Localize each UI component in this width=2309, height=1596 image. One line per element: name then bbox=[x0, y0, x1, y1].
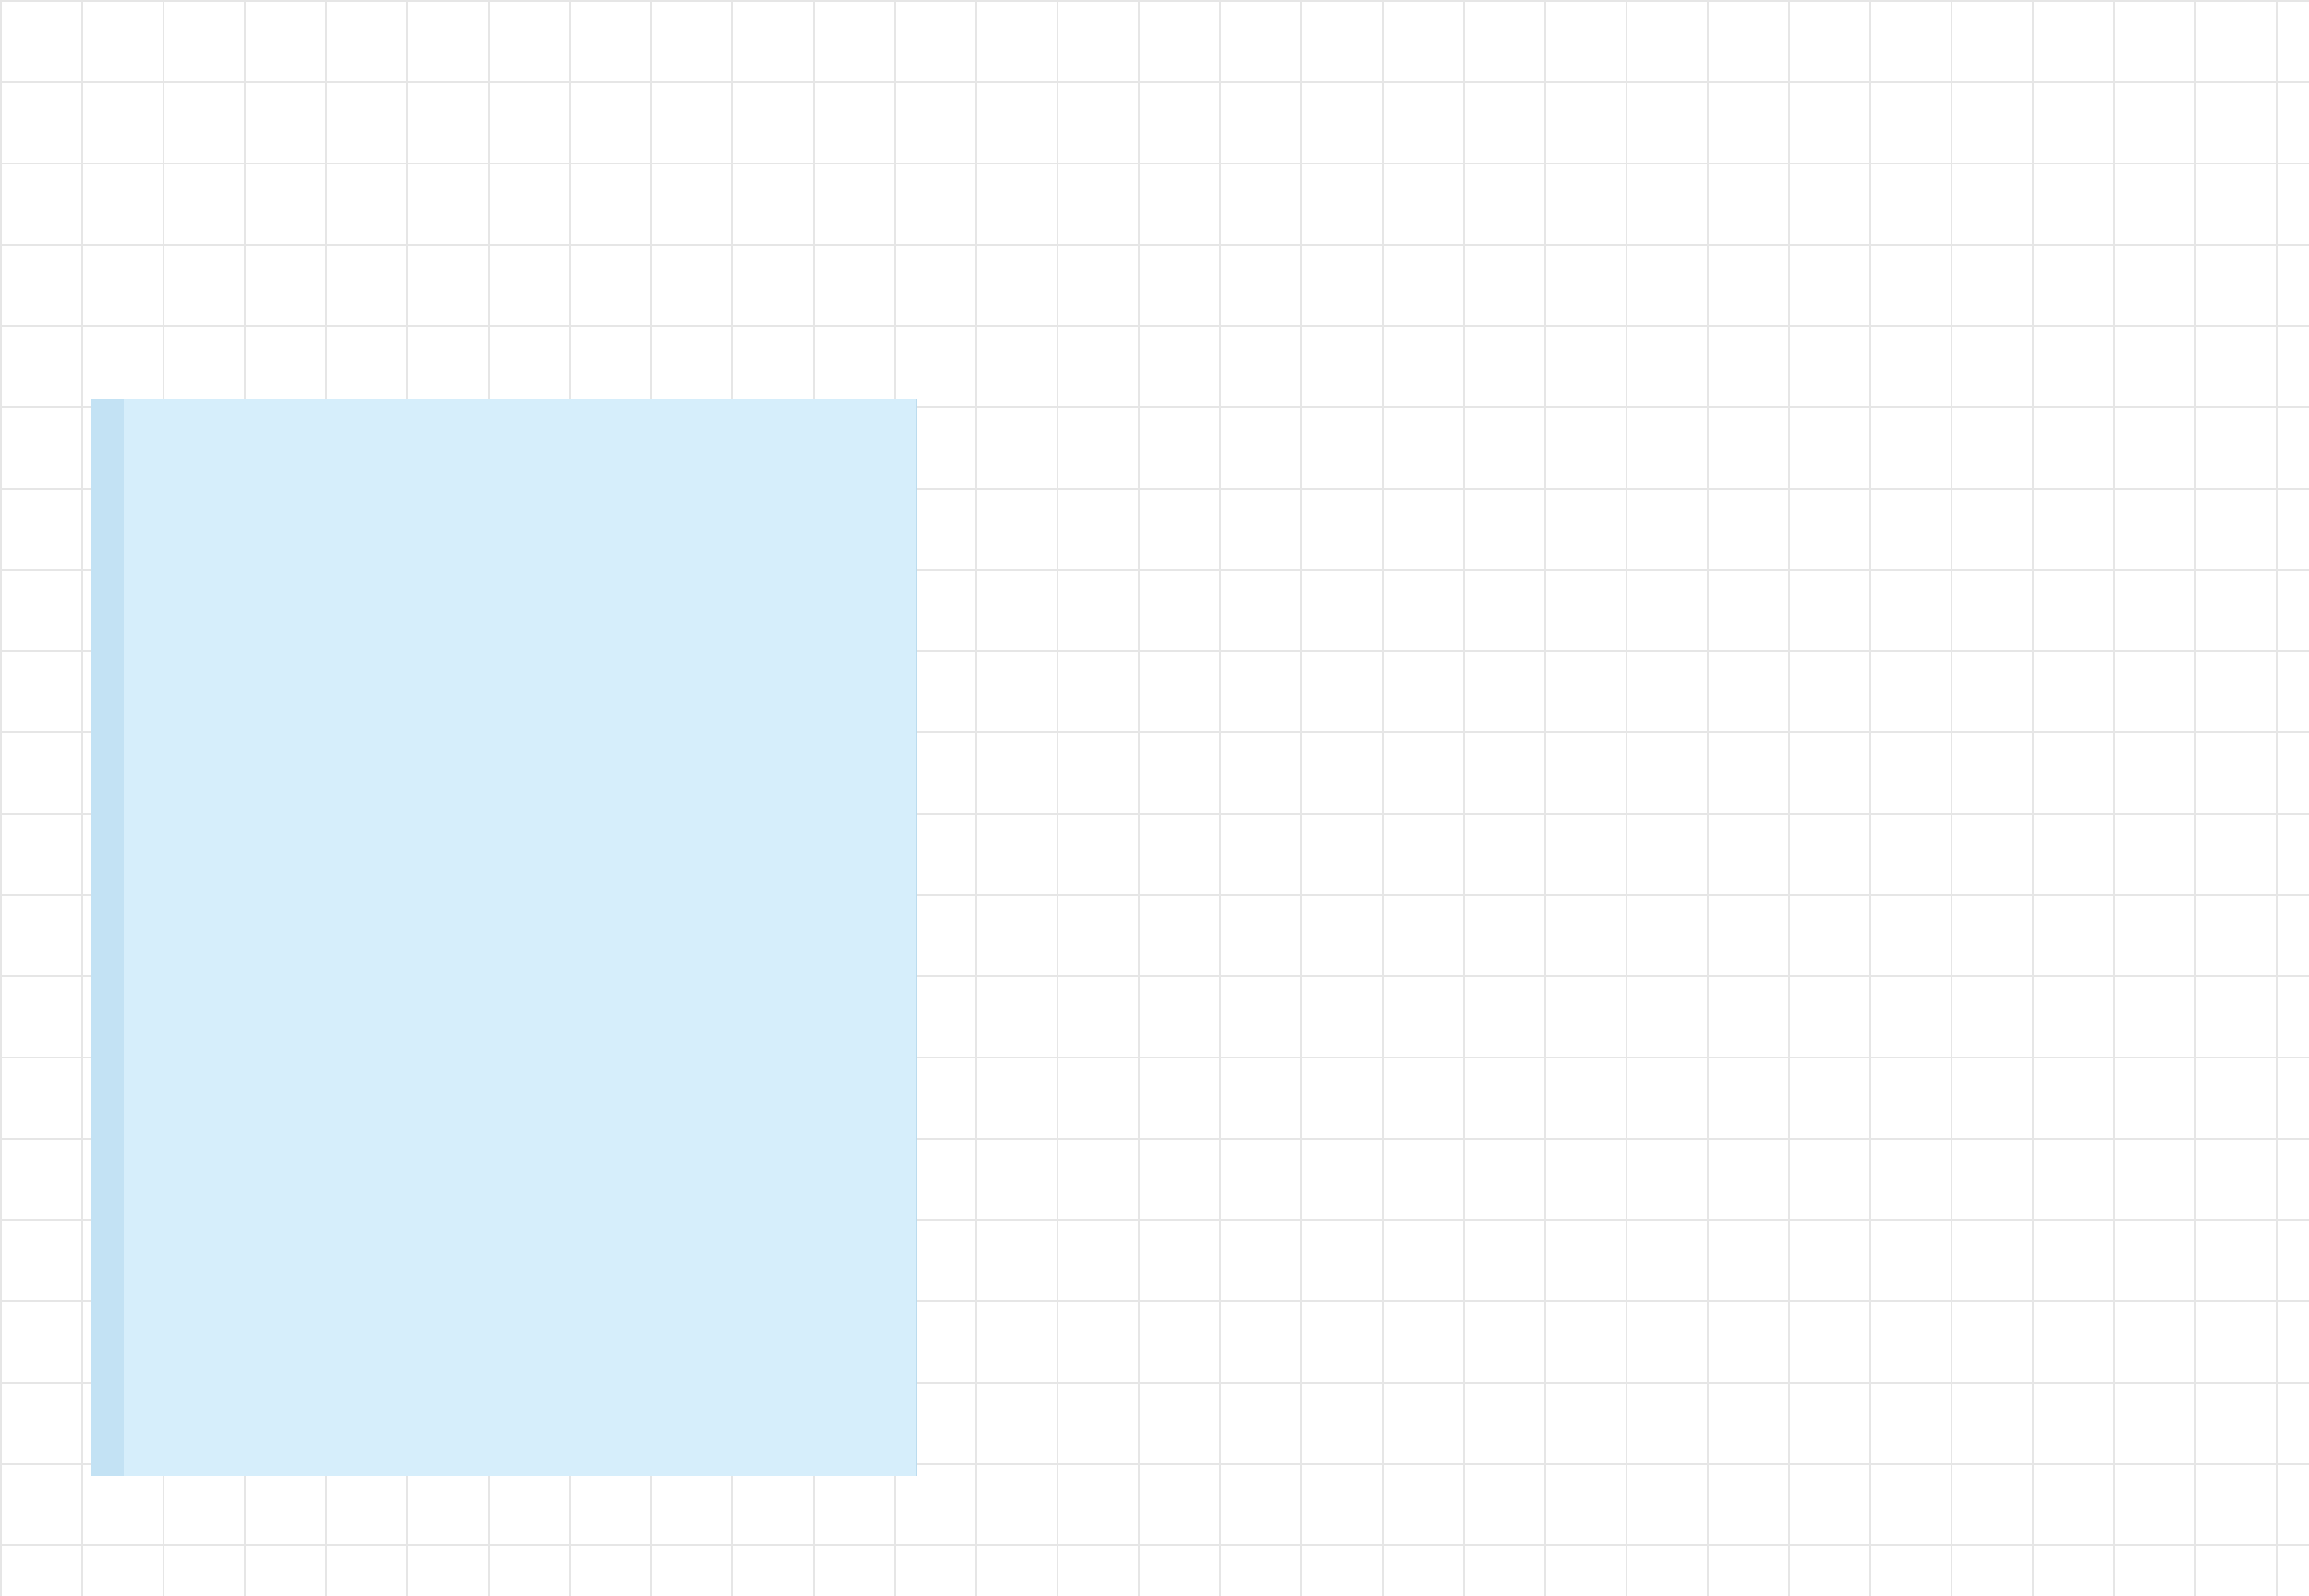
cover-spine bbox=[91, 399, 124, 1476]
cover-edge bbox=[916, 399, 917, 1476]
cover-year-graphic bbox=[229, 621, 829, 1212]
planner-cover-image bbox=[91, 399, 917, 1476]
cover-tabs bbox=[853, 399, 915, 1476]
